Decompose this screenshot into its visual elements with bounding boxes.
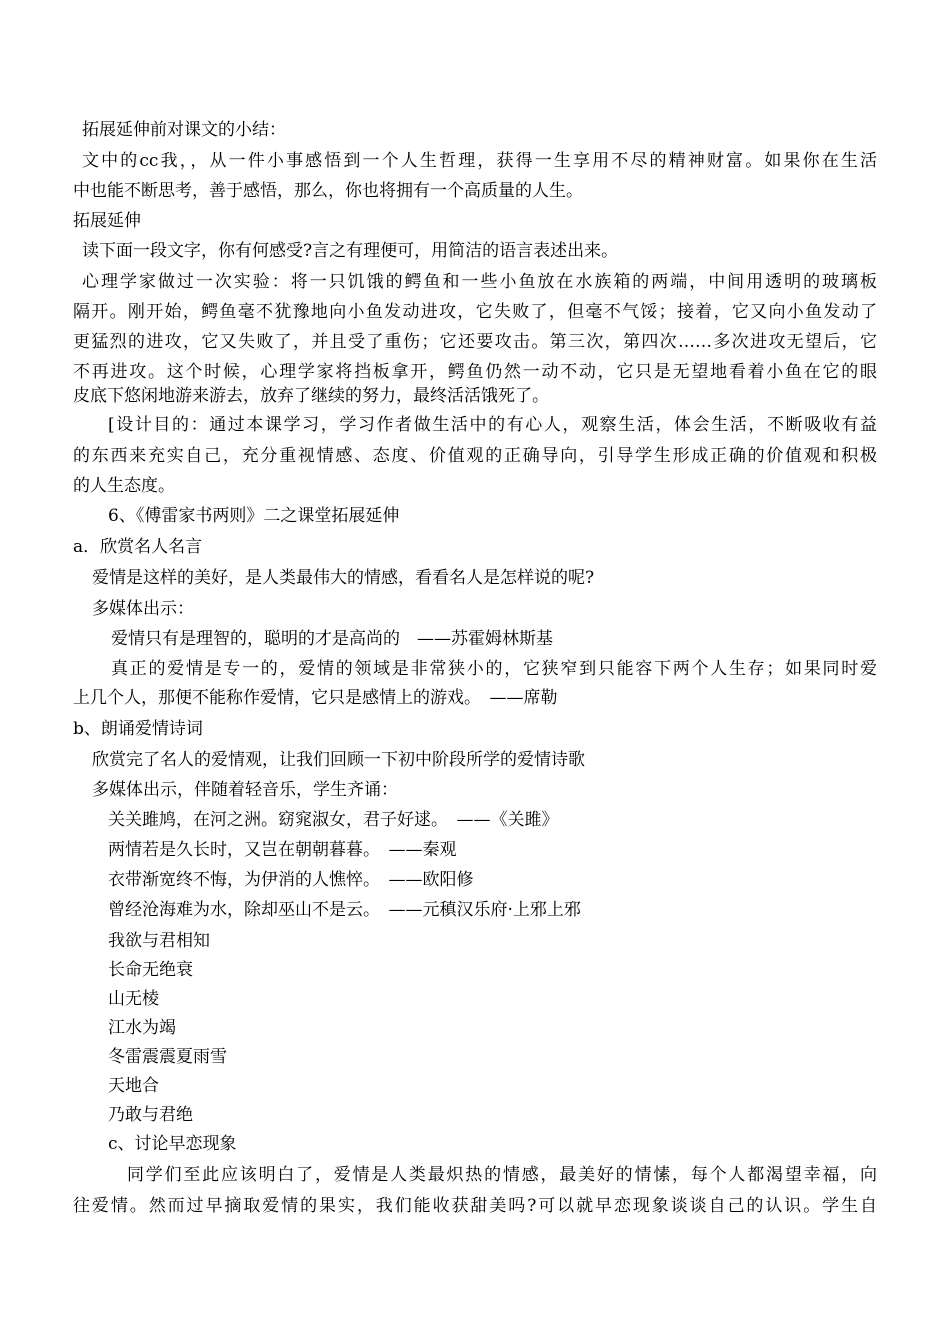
poem-line: 关关雎鸠，在河之洲。窈窕淑女，君子好逑。 ——《关雎》 [108, 810, 559, 830]
text-line: 更猛烈的进攻，它又失败了，并且受了重伤；它还要攻击。第三次，第四次……多次进攻无望后，它 [73, 332, 877, 352]
text-line: 中也能不断思考，善于感悟，那么，你也将拥有一个高质量的人生。 [73, 181, 583, 201]
poem-line: 我欲与君相知 [108, 931, 210, 951]
text-line: 同学们至此应该明白了，爱情是人类最炽热的情感，最美好的情愫，每个人都渴望幸福，向 [127, 1165, 877, 1185]
text-line: 欣赏完了名人的爱情观，让我们回顾一下初中阶段所学的爱情诗歌 [92, 750, 585, 770]
poem-line: 冬雷震震夏雨雪 [108, 1047, 227, 1067]
text-line: 往爱情。然而过早摘取爱情的果实，我们能收获甜美吗?可以就早恋现象谈谈自己的认识。学生自 [73, 1196, 877, 1216]
poem-line: 长命无绝衰 [108, 960, 193, 980]
poem-line: 山无棱 [108, 989, 159, 1009]
poem-line: 曾经沧海难为水，除却巫山不是云。 ——元稹汉乐府·上邪上邪 [108, 900, 581, 920]
poem-line: 天地合 [108, 1076, 159, 1096]
text-line: 的人生态度。 [73, 476, 175, 496]
text-line: 不再进攻。这个时候，心理学家将挡板拿开，鳄鱼仍然一动不动，它只是无望地看着小鱼在它的眼 [73, 362, 877, 382]
text-line: [设计目的：通过本课学习，学习作者做生活中的有心人，观察生活，体会生活，不断吸收有益 [108, 415, 877, 435]
section-heading: 拓展延伸 [73, 211, 141, 231]
text-line: 读下面一段文字，你有何感受?言之有理便可，用简洁的语言表述出来。 [82, 241, 619, 261]
poem-line: 衣带渐宽终不悔，为伊消的人憔悴。 ——欧阳修 [108, 870, 474, 890]
text-line: 文中的cc我，，从一件小事感悟到一个人生哲理，获得一生享用不尽的精神财富。如果你在生活 [82, 151, 877, 171]
section-heading: b、朗诵爱情诗词 [73, 719, 203, 739]
section-heading: a．欣赏名人名言 [73, 537, 203, 557]
text-line: 爱情是这样的美好，是人类最伟大的情感，看看名人是怎样说的呢? [92, 568, 595, 588]
quote-line: 真正的爱情是专一的，爱情的领域是非常狭小的，它狭窄到只能容下两个人生存；如果同时爱 [111, 659, 877, 679]
text-line: 多媒体出示，伴随着轻音乐，学生齐诵： [92, 780, 398, 800]
quote-line: 上几个人，那便不能称作爱情，它只是感情上的游戏。 ——席勒 [73, 688, 558, 708]
text-line: 心理学家做过一次实验：将一只饥饿的鳄鱼和一些小鱼放在水族箱的两端，中间用透明的玻璃板 [82, 272, 877, 292]
text-line: 拓展延伸前对课文的小结： [82, 120, 286, 140]
text-line: 多媒体出示： [92, 599, 194, 619]
poem-line: 江水为竭 [108, 1018, 176, 1038]
poem-line: 乃敢与君绝 [108, 1105, 193, 1125]
poem-line: 两情若是久长时，又岂在朝朝暮暮。 ——秦观 [108, 840, 457, 860]
text-line: 皮底下悠闲地游来游去，放弃了继续的努力，最终活活饿死了。 [73, 386, 549, 406]
text-line: 的东西来充实自己，充分重视情感、态度、价值观的正确导向，引导学生形成正确的价值观和积极 [73, 446, 877, 466]
text-line: 隔开。刚开始，鳄鱼毫不犹豫地向小鱼发动进攻，它失败了，但毫不气馁；接着，它又向小鱼发动了 [73, 302, 877, 322]
section-heading: c、讨论早恋现象 [108, 1134, 237, 1154]
section-heading: 6、《傅雷家书两则》二之课堂拓展延伸 [108, 506, 400, 526]
quote-line: 爱情只有是理智的，聪明的才是高尚的 ——苏霍姆林斯基 [111, 629, 553, 649]
